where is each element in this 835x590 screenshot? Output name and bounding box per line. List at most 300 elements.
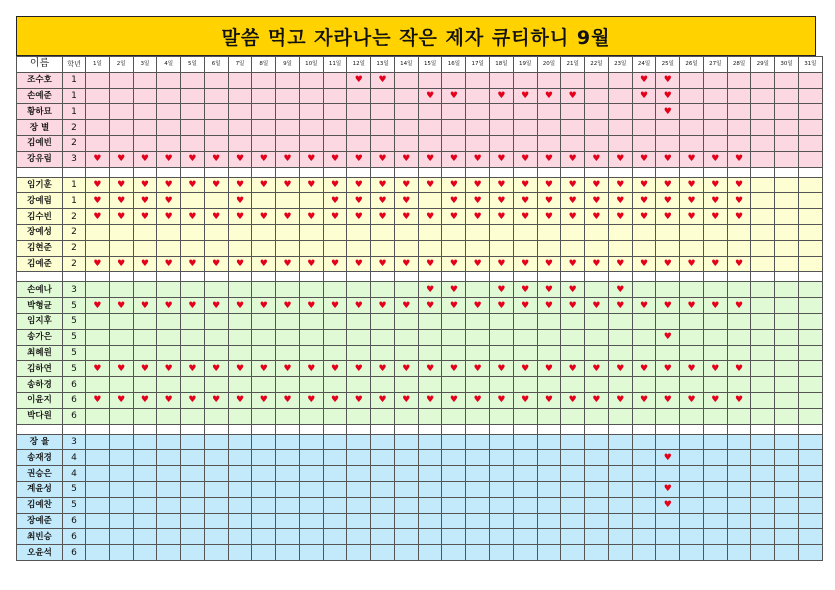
day-cell	[394, 329, 418, 345]
heart-icon: ♥	[703, 209, 727, 225]
empty-cell	[751, 167, 775, 177]
day-cell	[561, 72, 585, 88]
day-cell	[228, 88, 252, 104]
student-row	[17, 361, 823, 377]
empty-cell	[371, 272, 395, 282]
heart-icon: ♥	[561, 256, 585, 272]
day-cell	[276, 240, 300, 256]
attendance-table	[16, 56, 823, 561]
day-cell	[276, 434, 300, 450]
day-cell	[133, 513, 157, 529]
day-cell	[585, 282, 609, 298]
day-cell	[181, 345, 205, 361]
day-cell	[466, 434, 490, 450]
day-cell	[632, 513, 656, 529]
day-cell	[371, 345, 395, 361]
day-cell	[680, 104, 704, 120]
heart-icon: ♥	[347, 392, 371, 408]
empty-cell	[371, 424, 395, 434]
day-cell	[537, 345, 561, 361]
day-cell	[181, 481, 205, 497]
day-cell	[798, 282, 822, 298]
day-cell	[394, 481, 418, 497]
heart-icon: ♥	[347, 298, 371, 314]
day-cell	[157, 104, 181, 120]
heart-icon: ♥	[585, 361, 609, 377]
header-day: 1일	[86, 57, 110, 73]
heart-icon: ♥	[585, 256, 609, 272]
day-cell	[798, 256, 822, 272]
day-cell	[656, 466, 680, 482]
heart-icon: ♥	[252, 361, 276, 377]
day-cell	[133, 104, 157, 120]
student-name: 손예나	[17, 282, 63, 298]
day-cell	[204, 72, 228, 88]
day-cell	[775, 209, 799, 225]
day-cell	[181, 72, 205, 88]
day-cell	[299, 88, 323, 104]
day-cell	[585, 481, 609, 497]
heart-icon: ♥	[276, 361, 300, 377]
heart-icon: ♥	[323, 392, 347, 408]
empty-cell	[418, 167, 442, 177]
day-cell	[751, 313, 775, 329]
day-cell	[561, 481, 585, 497]
day-cell	[276, 377, 300, 393]
day-cell	[133, 135, 157, 151]
day-cell	[181, 408, 205, 424]
day-cell	[513, 240, 537, 256]
heart-icon: ♥	[371, 392, 395, 408]
heart-icon: ♥	[680, 361, 704, 377]
day-cell	[632, 240, 656, 256]
empty-cell	[133, 272, 157, 282]
day-cell	[537, 545, 561, 561]
day-cell	[418, 450, 442, 466]
empty-cell	[775, 272, 799, 282]
day-cell	[798, 529, 822, 545]
heart-icon: ♥	[656, 177, 680, 193]
day-cell	[727, 88, 751, 104]
day-cell	[371, 88, 395, 104]
empty-cell	[133, 167, 157, 177]
day-cell	[442, 529, 466, 545]
day-cell	[371, 377, 395, 393]
student-name: 송가은	[17, 329, 63, 345]
heart-icon: ♥	[632, 392, 656, 408]
day-cell	[204, 408, 228, 424]
header-day: 6일	[204, 57, 228, 73]
day-cell	[775, 256, 799, 272]
day-cell	[323, 513, 347, 529]
empty-cell	[181, 424, 205, 434]
header-day: 24일	[632, 57, 656, 73]
day-cell	[727, 513, 751, 529]
header-day: 19일	[513, 57, 537, 73]
header-day: 17일	[466, 57, 490, 73]
heart-icon: ♥	[228, 151, 252, 167]
heart-icon: ♥	[133, 256, 157, 272]
day-cell	[680, 224, 704, 240]
day-cell	[323, 408, 347, 424]
day-cell	[299, 193, 323, 209]
heart-icon: ♥	[157, 193, 181, 209]
header-day: 14일	[394, 57, 418, 73]
day-cell	[775, 450, 799, 466]
day-cell	[490, 450, 514, 466]
empty-cell	[656, 424, 680, 434]
day-cell	[727, 329, 751, 345]
day-cell	[418, 224, 442, 240]
day-cell	[181, 104, 205, 120]
day-cell	[181, 497, 205, 513]
day-cell	[323, 329, 347, 345]
heart-icon: ♥	[513, 361, 537, 377]
day-cell	[276, 545, 300, 561]
day-cell	[466, 104, 490, 120]
empty-cell	[418, 272, 442, 282]
day-cell	[703, 513, 727, 529]
empty-cell	[585, 167, 609, 177]
day-cell	[537, 408, 561, 424]
day-cell	[513, 224, 537, 240]
empty-cell	[703, 167, 727, 177]
student-row	[17, 224, 823, 240]
day-cell	[751, 392, 775, 408]
day-cell	[418, 329, 442, 345]
day-cell	[703, 408, 727, 424]
header-day: 15일	[418, 57, 442, 73]
heart-icon: ♥	[418, 151, 442, 167]
heart-icon: ♥	[228, 209, 252, 225]
day-cell	[276, 88, 300, 104]
day-cell	[632, 345, 656, 361]
heart-icon: ♥	[109, 361, 133, 377]
heart-icon: ♥	[276, 256, 300, 272]
day-cell	[703, 224, 727, 240]
day-cell	[86, 224, 110, 240]
day-cell	[299, 481, 323, 497]
heart-icon: ♥	[252, 298, 276, 314]
day-cell	[371, 513, 395, 529]
day-cell	[394, 135, 418, 151]
heart-icon: ♥	[727, 151, 751, 167]
heart-icon: ♥	[561, 209, 585, 225]
heart-icon: ♥	[537, 298, 561, 314]
day-cell	[228, 104, 252, 120]
heart-icon: ♥	[561, 392, 585, 408]
day-cell	[751, 209, 775, 225]
heart-icon: ♥	[109, 298, 133, 314]
day-cell	[680, 529, 704, 545]
day-cell	[632, 282, 656, 298]
day-cell	[252, 481, 276, 497]
day-cell	[798, 466, 822, 482]
heart-icon: ♥	[585, 209, 609, 225]
day-cell	[561, 240, 585, 256]
day-cell	[798, 177, 822, 193]
day-cell	[466, 120, 490, 136]
heart-icon: ♥	[490, 282, 514, 298]
day-cell	[632, 135, 656, 151]
day-cell	[466, 529, 490, 545]
student-name: 황하묘	[17, 104, 63, 120]
heart-icon: ♥	[561, 193, 585, 209]
day-cell	[490, 345, 514, 361]
day-cell	[775, 329, 799, 345]
heart-icon: ♥	[371, 209, 395, 225]
day-cell	[751, 282, 775, 298]
day-cell	[798, 135, 822, 151]
day-cell	[204, 513, 228, 529]
heart-icon: ♥	[323, 256, 347, 272]
day-cell	[86, 545, 110, 561]
day-cell	[798, 240, 822, 256]
heart-icon: ♥	[466, 177, 490, 193]
day-cell	[466, 282, 490, 298]
day-cell	[228, 120, 252, 136]
heart-icon: ♥	[394, 361, 418, 377]
day-cell	[133, 329, 157, 345]
day-cell	[608, 529, 632, 545]
day-cell	[466, 408, 490, 424]
heart-icon: ♥	[656, 481, 680, 497]
heart-icon: ♥	[656, 193, 680, 209]
day-cell	[157, 497, 181, 513]
heart-icon: ♥	[133, 151, 157, 167]
day-cell	[252, 282, 276, 298]
empty-cell	[299, 167, 323, 177]
day-cell	[680, 450, 704, 466]
day-cell	[157, 88, 181, 104]
heart-icon: ♥	[632, 151, 656, 167]
day-cell	[323, 481, 347, 497]
day-cell	[418, 313, 442, 329]
student-row	[17, 104, 823, 120]
heart-icon: ♥	[466, 256, 490, 272]
student-grade: 2	[63, 209, 86, 225]
heart-icon: ♥	[371, 256, 395, 272]
day-cell	[299, 466, 323, 482]
day-cell	[775, 529, 799, 545]
day-cell	[703, 72, 727, 88]
header-day: 3일	[133, 57, 157, 73]
day-cell	[656, 282, 680, 298]
day-cell	[204, 450, 228, 466]
day-cell	[228, 329, 252, 345]
heart-icon: ♥	[632, 256, 656, 272]
heart-icon: ♥	[632, 88, 656, 104]
day-cell	[418, 529, 442, 545]
heart-icon: ♥	[656, 497, 680, 513]
day-cell	[394, 313, 418, 329]
day-cell	[204, 434, 228, 450]
heart-icon: ♥	[252, 151, 276, 167]
day-cell	[751, 177, 775, 193]
day-cell	[276, 224, 300, 240]
day-cell	[133, 466, 157, 482]
heart-icon: ♥	[394, 392, 418, 408]
day-cell	[204, 282, 228, 298]
heart-icon: ♥	[656, 329, 680, 345]
heart-icon: ♥	[347, 209, 371, 225]
day-cell	[228, 434, 252, 450]
student-name: 김수빈	[17, 209, 63, 225]
day-cell	[86, 72, 110, 88]
day-cell	[252, 88, 276, 104]
empty-cell	[394, 424, 418, 434]
day-cell	[656, 345, 680, 361]
day-cell	[86, 481, 110, 497]
heart-icon: ♥	[276, 298, 300, 314]
day-cell	[442, 329, 466, 345]
heart-icon: ♥	[608, 209, 632, 225]
day-cell	[561, 450, 585, 466]
empty-cell	[157, 272, 181, 282]
empty-cell	[63, 424, 86, 434]
day-cell	[347, 313, 371, 329]
day-cell	[798, 434, 822, 450]
day-cell	[418, 104, 442, 120]
day-cell	[323, 120, 347, 136]
day-cell	[133, 529, 157, 545]
day-cell	[299, 240, 323, 256]
day-cell	[775, 345, 799, 361]
day-cell	[775, 151, 799, 167]
heart-icon: ♥	[252, 209, 276, 225]
day-cell	[703, 104, 727, 120]
heart-icon: ♥	[703, 193, 727, 209]
day-cell	[751, 329, 775, 345]
heart-icon: ♥	[513, 392, 537, 408]
empty-cell	[204, 424, 228, 434]
heart-icon: ♥	[276, 392, 300, 408]
day-cell	[608, 377, 632, 393]
day-cell	[537, 377, 561, 393]
day-cell	[204, 240, 228, 256]
day-cell	[703, 466, 727, 482]
heart-icon: ♥	[632, 209, 656, 225]
day-cell	[109, 224, 133, 240]
day-cell	[252, 450, 276, 466]
day-cell	[751, 151, 775, 167]
empty-cell	[299, 424, 323, 434]
heart-icon: ♥	[608, 151, 632, 167]
day-cell	[466, 313, 490, 329]
day-cell	[585, 345, 609, 361]
day-cell	[347, 466, 371, 482]
day-cell	[466, 135, 490, 151]
day-cell	[133, 481, 157, 497]
empty-cell	[608, 167, 632, 177]
heart-icon: ♥	[585, 151, 609, 167]
day-cell	[585, 545, 609, 561]
day-cell	[299, 529, 323, 545]
heart-icon: ♥	[347, 193, 371, 209]
student-name: 최빈승	[17, 529, 63, 545]
day-cell	[537, 329, 561, 345]
student-grade: 3	[63, 434, 86, 450]
heart-icon: ♥	[228, 256, 252, 272]
day-cell	[394, 240, 418, 256]
empty-cell	[490, 272, 514, 282]
empty-cell	[442, 272, 466, 282]
day-cell	[798, 545, 822, 561]
day-cell	[490, 104, 514, 120]
heart-icon: ♥	[371, 72, 395, 88]
day-cell	[775, 240, 799, 256]
heart-icon: ♥	[466, 361, 490, 377]
day-cell	[347, 224, 371, 240]
header-day: 22일	[585, 57, 609, 73]
empty-cell	[585, 424, 609, 434]
day-cell	[775, 224, 799, 240]
empty-cell	[347, 272, 371, 282]
heart-icon: ♥	[157, 392, 181, 408]
empty-cell	[680, 272, 704, 282]
header-day: 28일	[727, 57, 751, 73]
day-cell	[751, 408, 775, 424]
student-row	[17, 434, 823, 450]
day-cell	[323, 434, 347, 450]
empty-cell	[418, 424, 442, 434]
day-cell	[109, 466, 133, 482]
day-cell	[323, 497, 347, 513]
heart-icon: ♥	[703, 361, 727, 377]
day-cell	[371, 497, 395, 513]
day-cell	[204, 545, 228, 561]
empty-cell	[632, 424, 656, 434]
student-name: 김예빈	[17, 135, 63, 151]
day-cell	[632, 450, 656, 466]
student-grade: 5	[63, 313, 86, 329]
day-cell	[418, 434, 442, 450]
day-cell	[109, 72, 133, 88]
empty-cell	[703, 424, 727, 434]
day-cell	[656, 377, 680, 393]
day-cell	[490, 224, 514, 240]
student-name: 장예성	[17, 224, 63, 240]
day-cell	[466, 224, 490, 240]
empty-cell	[680, 424, 704, 434]
day-cell	[299, 497, 323, 513]
student-row	[17, 313, 823, 329]
header-day: 7일	[228, 57, 252, 73]
day-cell	[727, 434, 751, 450]
day-cell	[157, 450, 181, 466]
heart-icon: ♥	[418, 209, 442, 225]
day-cell	[585, 240, 609, 256]
day-cell	[418, 466, 442, 482]
day-cell	[656, 529, 680, 545]
heart-icon: ♥	[656, 256, 680, 272]
heart-icon: ♥	[466, 298, 490, 314]
day-cell	[775, 282, 799, 298]
day-cell	[537, 513, 561, 529]
heart-icon: ♥	[608, 177, 632, 193]
day-cell	[561, 408, 585, 424]
day-cell	[394, 497, 418, 513]
day-cell	[299, 104, 323, 120]
day-cell	[109, 104, 133, 120]
day-cell	[751, 529, 775, 545]
day-cell	[513, 450, 537, 466]
day-cell	[608, 329, 632, 345]
day-cell	[727, 120, 751, 136]
heart-icon: ♥	[727, 392, 751, 408]
heart-icon: ♥	[703, 298, 727, 314]
heart-icon: ♥	[204, 392, 228, 408]
